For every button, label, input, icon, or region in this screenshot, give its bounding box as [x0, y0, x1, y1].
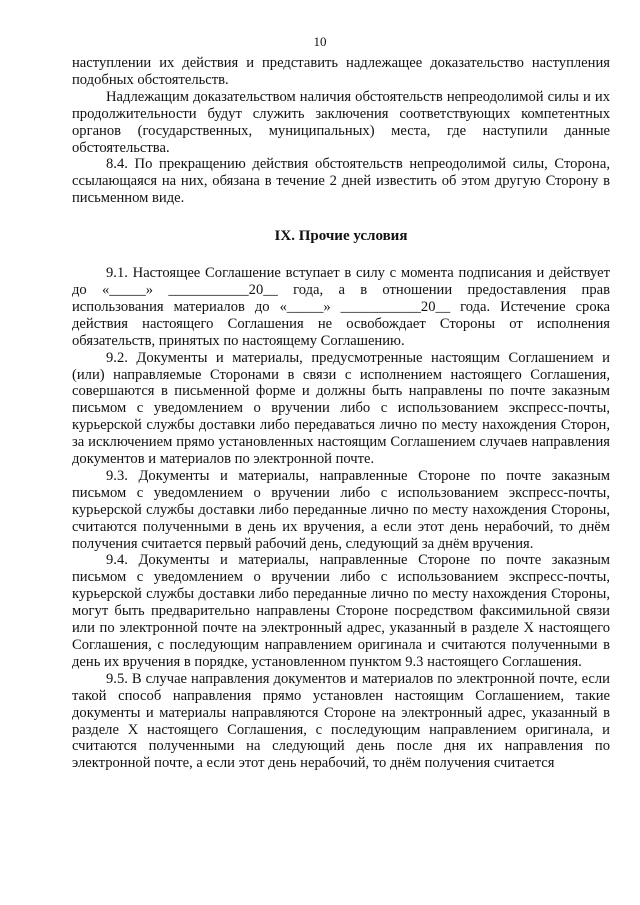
document-body [72, 55, 610, 772]
paragraph-9-1: 9.1. Настоящее Соглашение вступает в силу с момента подписания и действует до «_____» ___________20__ года, а в отношении предоставления прав использования материалов до «_____» ___________20__ года. Истечение срока действия настоящего Соглашения не освобождает Стороны от исполнения обязательств, принятых по настоящему Соглашению. [72, 265, 610, 349]
paragraph-8-4: 8.4. По прекращению действия обстоятельств непреодолимой силы, Сторона, ссылающаяся на них, обязана в течение 2 дней известить об этом другую Сторону в письменном виде. [72, 156, 610, 207]
paragraph-force-majeure-evidence: Надлежащим доказательством наличия обстоятельств непреодолимой силы и их продолжительности будут служить заключения соответствующих компетентных органов (государственных, муниципальных) места, где наступили данные обстоятельства. [72, 88, 610, 156]
paragraph-9-4: 9.4. Документы и материалы, направленные Стороне по почте заказным письмом с уведомлением о вручении либо с использованием экспресс-почты, курьерской службы доставки либо переданные лично по месту нахождения Стороны, могут быть предварительно направлены Стороне посредством факсимильной связи или по электронной почте на электронный адрес, указанный в разделе X настоящего Соглашения, с последующим направлением оригинала и считаются полученными в день их вручения в порядке, установленном пунктом 9.3 настоящего Соглашения. [72, 552, 610, 670]
paragraph-9-5: 9.5. В случае направления документов и материалов по электронной почте, если такой способ направления прямо установлен настоящим Соглашением, такие документы и материалы направляются Стороне на электронный адрес, указанный в разделе X настоящего Соглашения, с последующим направлением оригинала, и считаются полученными на следующий день после дня их направления по электронной почте, а если этот день нерабочий, то днём получения считается [72, 670, 610, 772]
paragraph-9-3: 9.3. Документы и материалы, направленные Стороне по почте заказным письмом с уведомлением о вручении либо с использованием экспресс-почты, курьерской службы доставки либо переданные лично по месту нахождения Стороны, считаются полученными в день их вручения, а если этот день нерабочий, то днём получения считается первый рабочий день, следующий за днём вручения. [72, 467, 610, 552]
page-number: 10 [313, 34, 327, 49]
paragraph-9-2: 9.2. Документы и материалы, предусмотренные настоящим Соглашением и (или) направляемые Сторонами в связи с исполнением настоящего Соглашения, совершаются в письменной форме и должны быть направлены по почте заказным письмом с уведомлением о вручении либо с использованием экспресс-почты, курьерской службы доставки либо передаваться лично по месту нахождения Сторон, за исключением прямо установленных настоящим Соглашением случаев направления документов и материалов по электронной почте. [72, 349, 610, 468]
section-heading: IX. Прочие условия [274, 228, 408, 245]
paragraph-continuation: наступлении их действия и представить надлежащее доказательство наступления подобных обстоятельств. [72, 55, 610, 88]
